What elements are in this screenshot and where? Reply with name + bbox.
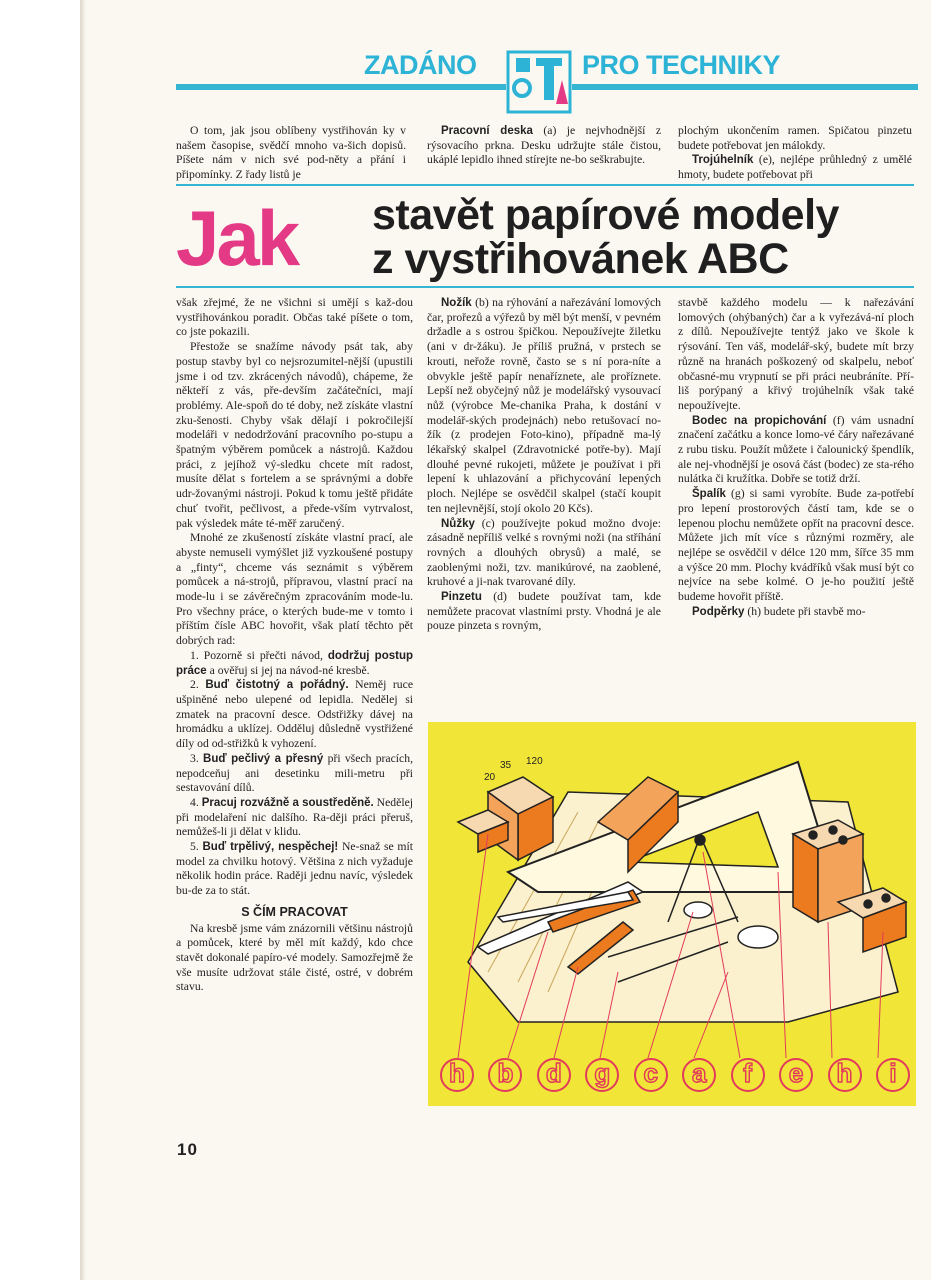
term-pracovni-deska: Pracovní deska: [441, 125, 533, 137]
title-rule-bottom: [176, 286, 914, 288]
c3-spalik-text: (g) si sami vyrobíte. Bude za-potřebí pro lepení prostorových částí tam, kde se o lepenou plochu nemůžete opřít na pracovní desce. Můžete jich mít více s různými rozměry, ale nejlépe se osvědčil v délce 120 mm, šířce 35 mm a výšce 20 mm. Plochy kvádříků však musí být co nejvíce na sebe kolmé. O je-ho použití ještě budeme hovořit příště.: [678, 487, 914, 604]
rule-2-a: 2.: [190, 678, 199, 692]
term-trojuhelnik: Trojúhelník: [692, 154, 754, 167]
c1-paragraph-2: Přestože se snažíme návody psát tak, aby postup stavby byl co nejsrozumitel-nější (upustili jsme i od tzv. zkrácených návodů), chápeme, že někteří z vás, pře-devším začátečníci, mají problémy. Ale-spoň do té doby, než získáte vlastní zku-šenosti. Chyby však dělají i pokročilejší modeláři v nedodržování pracovního po-stupu a špatným výběrem pomůcek a nástrojů. Každou práci, z jejíhož vý-sledku chcete mít radost, musíte dělat s fortelem a se správnými a dobře udr-žovanými nástroji. Pokud k tomu ještě přidáte chuť tvořit, pečlivost, a přede-vším vytrvalost, pak výsledek máte té-měř zaručený.: [176, 340, 413, 530]
intro-text-2: [427, 124, 661, 168]
rule-3-a: 3.: [190, 751, 199, 765]
body-column-1: [176, 296, 413, 995]
intro-text-3b-body: (e), nejlépe průhledný z umělé hmoty, budete potřebovat při: [678, 153, 912, 182]
page-number: 10: [177, 1140, 198, 1159]
magazine-logo-icon: [506, 50, 572, 114]
intro-text-3a: plochým ukončením ramen. Spičatou pinzetu budete potřebovat jen málokdy.: [678, 124, 912, 152]
label-i: i: [876, 1058, 910, 1092]
dim-label-35: 35: [500, 760, 512, 771]
title-line-2: z vystřihovánek ABC: [372, 235, 789, 283]
label-b: b: [488, 1058, 522, 1092]
rule-2: [176, 678, 413, 752]
label-h: h: [440, 1058, 474, 1092]
body-column-2: [427, 296, 661, 634]
rule-4-c: Nedělej při modelaření nic dalšího. Ra-ději práci přeruš, nemůžeš-li ji dělat v klidu.: [176, 795, 414, 839]
c2-nozik: [427, 296, 661, 517]
rule-4-a: 4.: [190, 795, 199, 809]
body-column-3: [678, 296, 914, 619]
rule-5-a: 5.: [190, 840, 199, 854]
rule-1-bold: dodržuj postup práce: [176, 649, 414, 677]
title-rule-top: [176, 184, 914, 186]
rule-5-bold: Buď trpělivý, nespěchej!: [202, 841, 339, 854]
c1-paragraph-3: Mnohé ze zkušeností získáte vlastní prací, ale abyste nemuseli vymýšlet již vyzkoušené postupy a „finty“, chceme vás seznámit s výběrem pomůcek a ná-strojů, přípravou, vlastní prací na mode-lu i se závěrečným zpracováním mode-lu. Pro všechny práce, o kterých bude-me v tomto i příštím čísle ABC hovořit, však platí těchto pět dobrých rad:: [176, 531, 413, 648]
rule-4: [176, 796, 413, 840]
header-rule-left: [176, 84, 506, 90]
label-e: e: [779, 1058, 813, 1092]
rule-2-bold: Buď čistotný a pořádný.: [205, 679, 349, 692]
term-pinzeta: Pinzetu: [441, 591, 482, 604]
label-h-2: h: [828, 1058, 862, 1092]
title-line-1: stavět papírové modely: [372, 191, 839, 239]
dim-label-20: 20: [484, 772, 496, 783]
rule-3-bold: Buď pečlivý a přesný: [203, 752, 324, 765]
rule-3: [176, 752, 413, 796]
c2-pinzeta: [427, 590, 661, 634]
header-right-title: PRO TECHNIKY: [582, 50, 781, 80]
rule-1-a: 1. Pozorně si přečti návod,: [190, 648, 323, 662]
support-blocks-left: [458, 777, 553, 860]
label-c: c: [634, 1058, 668, 1092]
label-g: g: [585, 1058, 619, 1092]
dim-label-120: 120: [526, 756, 543, 767]
c3-paragraph-0: stavbě každého modelu — k nařezávání lomových (ohýbaných) čar a k vyřezává-ní ploch z dílů. Nepoužívejte tentýž jako ve škole k rýsování. Ten váš, modelář-ský, budete mít brzy různě na hranách poškozený od skalpelu, neboť občasné-mu vrypnutí se při práci neubráníte. Pří-liš porýpaný a křivý trojúhelník však také nepoužívejte.: [678, 296, 914, 412]
intro-column-3: [678, 124, 912, 183]
rule-3-c: při všech pracích, nepodceňuj ani desetinku mili-metru při sestavování dílů.: [176, 751, 414, 795]
tools-illustration: [428, 722, 916, 1106]
header-rule-right: [572, 84, 918, 90]
c3-bodec-text: (f) vám usnadní značení začátku a konce lomo-vé čáry nařezávané z rubu tisku. Použít můžete i čalounický špendlík, ale nej-vhodnější je osová část (bodec) ze sta-rého nulátka či kružítka. Dobře se totiž drží.: [678, 413, 915, 486]
intro-text-3b: [678, 153, 912, 182]
title-jak: Jak: [176, 194, 298, 282]
page-edge-shadow: [80, 0, 86, 1280]
term-bodec: Bodec na propichování: [692, 414, 827, 427]
intro-column-2: [427, 124, 661, 168]
term-nuzky: Nůžky: [441, 517, 475, 530]
c1-paragraph-4: Na kresbě jsme vám znázornili většinu nástrojů a pomůcek, které by měl mít každý, kdo chce stavět dokonalé papíro-vé modely. Samozřejmě že vše musíte udržovat stále čisté, ostré, v dobrém stavu.: [176, 921, 413, 994]
c2-nozik-text: (b) na rýhování a nařezávání lomových čar, prořezů a výřezů by měl být menší, v pevném držadle a s ostrou špičkou. Nepoužívejte žiletku (ani v dr-žáku). Je příliš pružná, v prstech se krouti, neřože rovně, často se s ní pora-níte a obvykle ještě papír nenaříznete, ale proříznete. Lepší než obyčejný nůž je modelářský vysouvací nůž (výrobce Me-chanika Praha, k dostání v modelář-ských prodejnách) nebo retušovací no-žík (z prodejen Foto-kino), případně ma-lý lékařský skalpel (Zdravotnické potře-by). Mají dlouhé pevné rukojeti, můžete je používat i při lepení k uhlazování a přichycování lepených ploch. Nejlépe se osvědčil skalpel (stačí koupit ten nejlevnější, stojí okolo 20 Kčs).: [427, 296, 662, 515]
intro-text-1: O tom, jak jsou oblíbeny vystřihován ky v našem časopise, svědčí mnoho va-šich dopisů. Píšete nám v nich své pod-něty a přání i připomínky. Z řady listů je: [176, 124, 406, 182]
c2-nuzky: [427, 517, 661, 591]
label-d: d: [537, 1058, 571, 1092]
rule-1-c: a ověřuj si jej na návod-né kresbě.: [209, 663, 370, 677]
rule-5-c: Ne-snaž se mít model za chvilku hotový. Většina z nich vyžaduje několik hodin práce. Raději jednu navíc, výsledek bu-de za to stát.: [176, 840, 414, 898]
c2-pinzeta-text: (d) budete používat tam, kde nemůžete pracovat vlastními prsty. Vhodná je ale pouze pinzeta s rovným,: [427, 590, 661, 633]
c1-paragraph-1: však zřejmé, že ne všichni si umějí s kaž-dou vystřihovánkou poradit. Občas také píšete o tom, co jste pokazili.: [176, 296, 413, 339]
rule-1: [176, 649, 413, 678]
term-podperky: Podpěrky: [692, 605, 745, 618]
intro-column-1: [176, 124, 406, 183]
illustration-labels: [440, 1058, 910, 1098]
rule-5: [176, 840, 413, 899]
c3-bodec: [678, 414, 914, 488]
section-heading: S ČÍM PRACOVAT: [241, 904, 348, 919]
tools-drawing: [428, 722, 916, 1106]
rule-4-bold: Pracuj rozvážně a soustředěně.: [201, 796, 374, 809]
c3-spalik: [678, 487, 914, 605]
term-spalik: Špalík: [692, 488, 726, 501]
label-a: a: [682, 1058, 716, 1092]
c3-podperky-text: (h) budete při stavbě mo-: [747, 604, 866, 618]
label-f: f: [731, 1058, 765, 1092]
c3-podperky: [678, 605, 914, 620]
c2-nuzky-text: (c) používejte pokud možno dvoje: zásadně nepříliš velké s rovnými noži (na stříhání rovných a dlouhých obrysů) a malé, se zaoblenými noži, tzv. manikúrové, na zaoblené, kruhové a ji-nak tvarované díly.: [427, 516, 661, 589]
header-left-title: ZADÁNO: [364, 50, 477, 80]
term-nozik: Nožík: [441, 297, 472, 309]
intro-text-2-body: (a) je nejvhodnější z rýsovacího prkna. Desku udržujte stále čistou, ukáplé lepidlo ihned stírejte ne-bo seškrabujte.: [427, 124, 662, 167]
rule-2-c: Neměj ruce ušpiněné nebo ulepené od lepidla. Nedělej si zmatek na pracovní desce. Odstřižky dávej na hromádku a uklízej. Odděluj důsledně vystřižené díly od od-střižků k vyhození.: [176, 678, 414, 751]
